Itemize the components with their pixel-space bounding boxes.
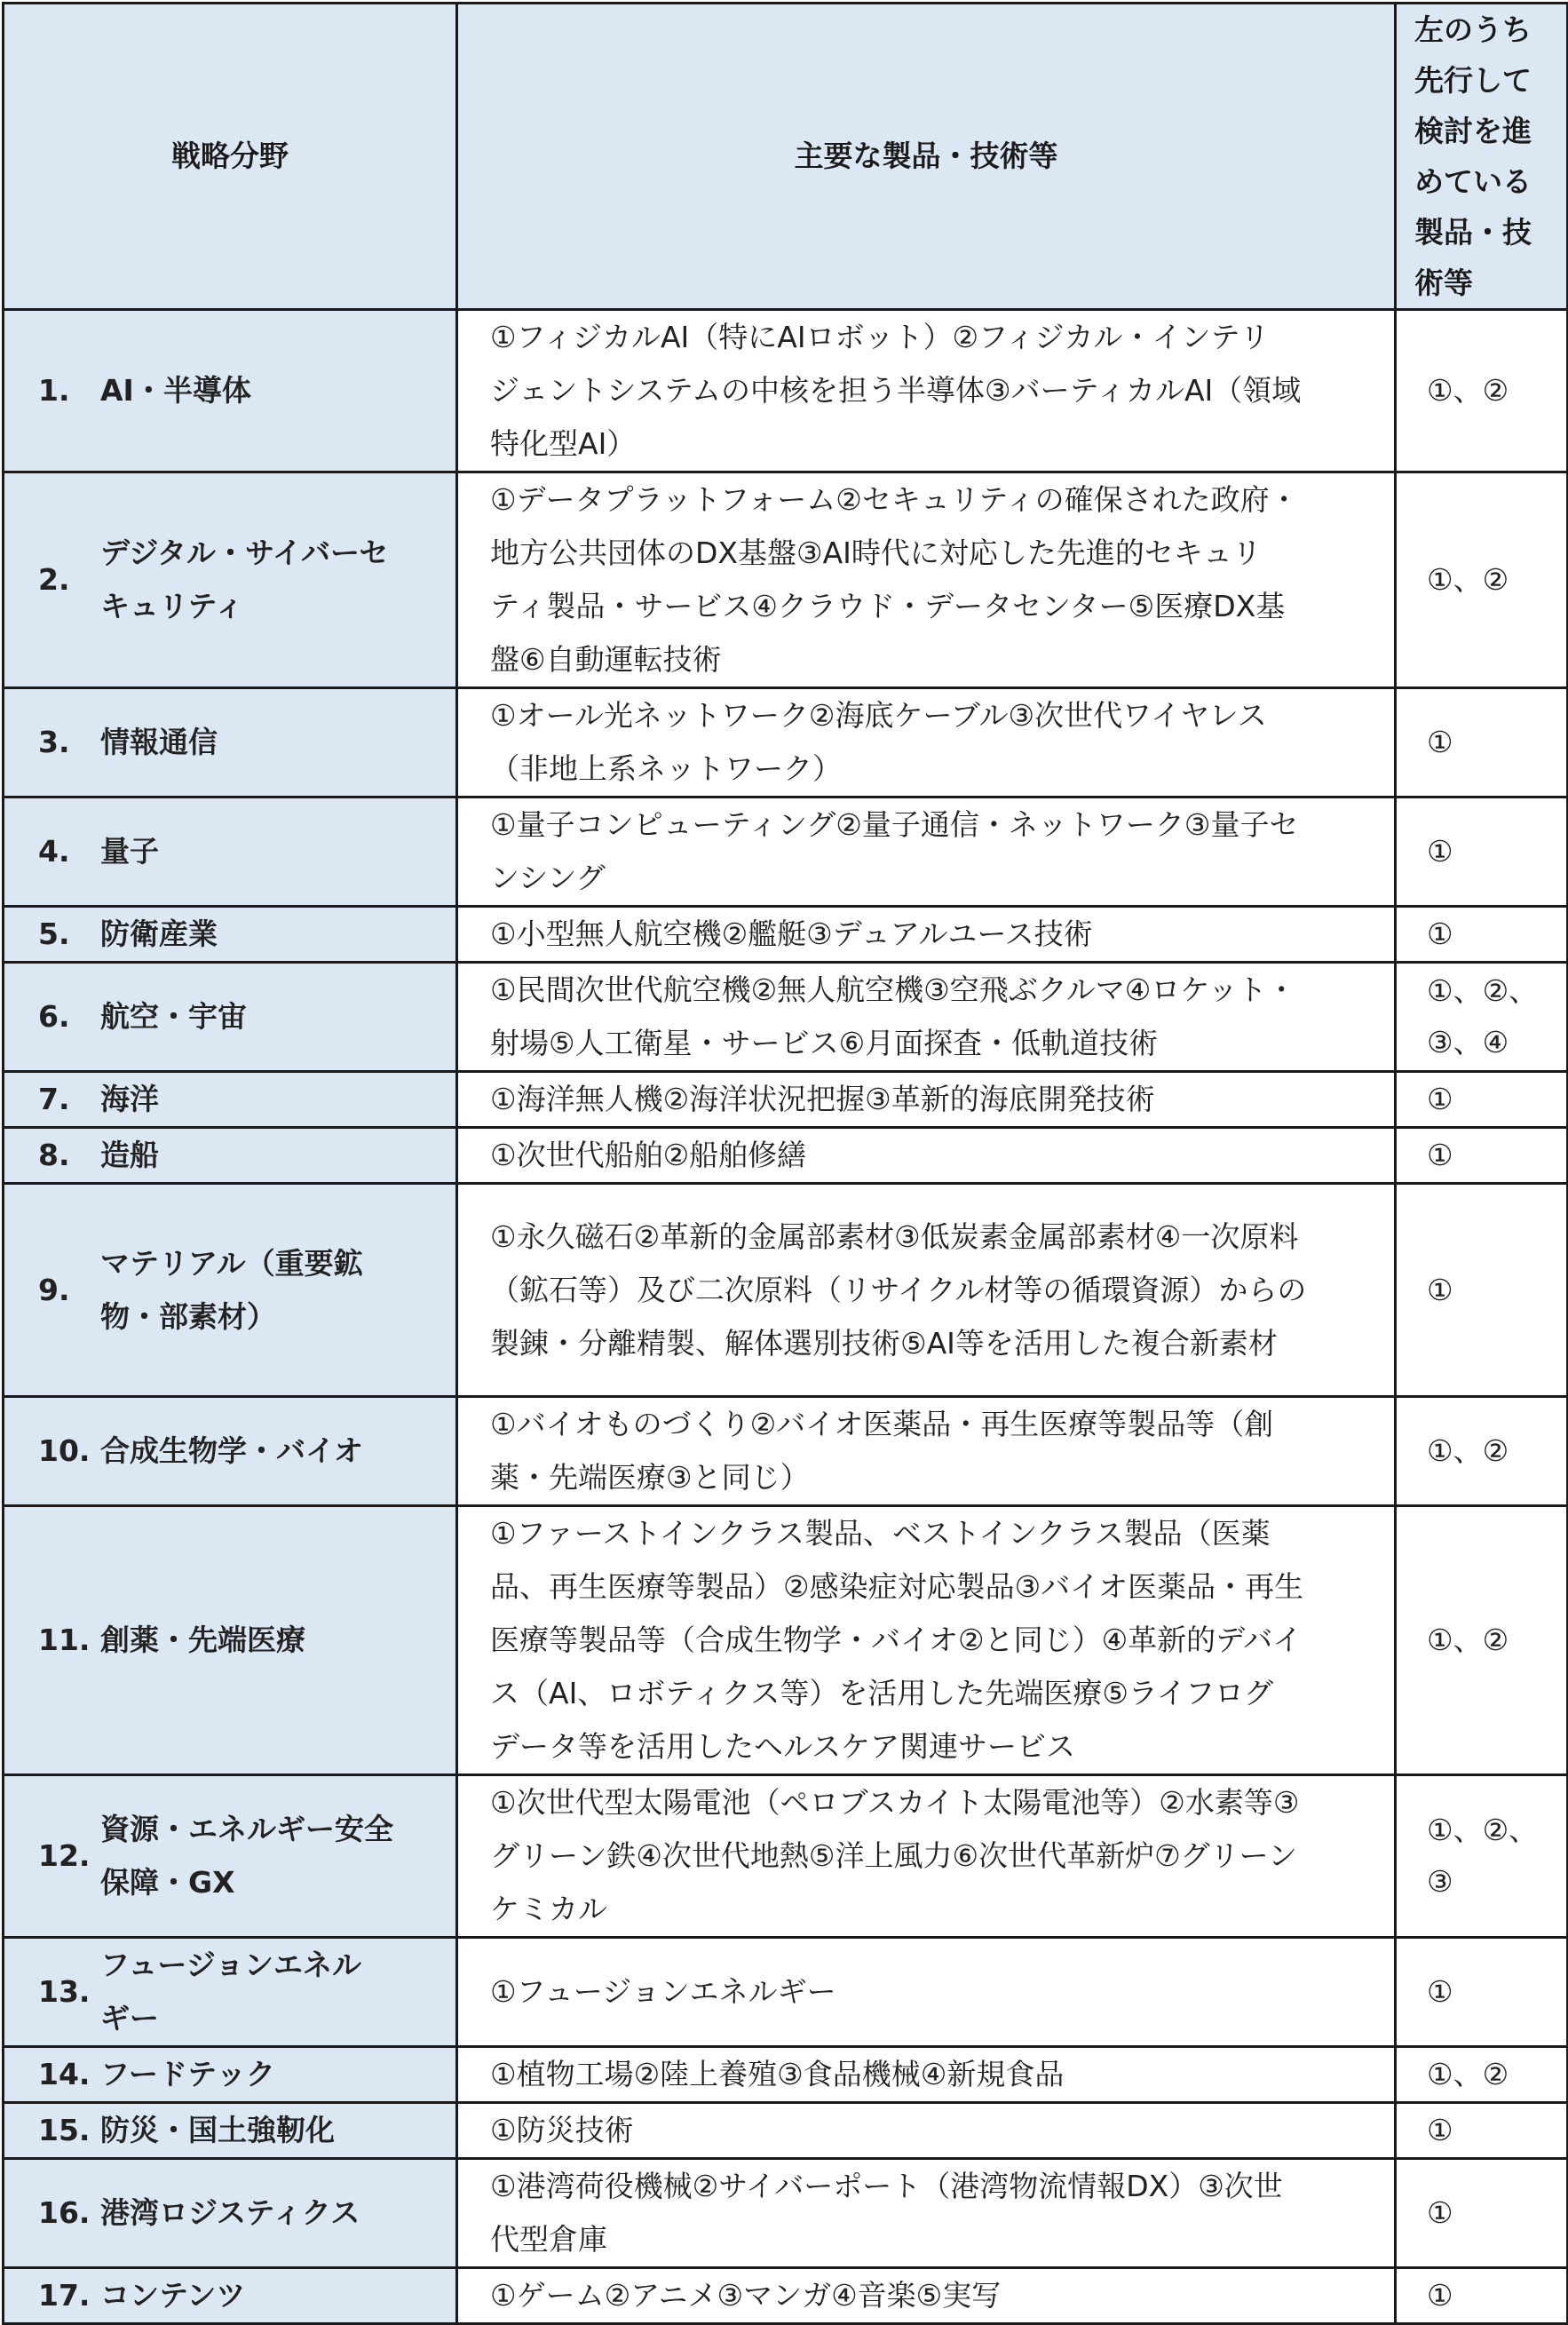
products-line: ①海洋無人機②海洋状況把握③革新的海底開発技術: [490, 1082, 1155, 1116]
field-name: [100, 1803, 445, 1909]
table-row: [4, 1775, 1568, 1938]
table-row: [4, 688, 1568, 797]
table-row: [4, 797, 1568, 907]
field-cell: [4, 1938, 457, 2047]
priority-line: ①: [1427, 1272, 1453, 1307]
priority-line: ①: [1427, 1138, 1453, 1172]
priority-cell: [1396, 2103, 1568, 2159]
header-row: [4, 4, 1568, 310]
products-cell: [457, 2103, 1396, 2159]
field-number: 6.: [38, 999, 70, 1034]
field-cell: [4, 1128, 457, 1184]
priority-line: ①: [1427, 2195, 1453, 2230]
table-row: [4, 1072, 1568, 1128]
field-name-line: フードテック: [100, 2057, 276, 2091]
field-name-line: 保障・GX: [100, 1865, 235, 1900]
table-row: [4, 1128, 1568, 1184]
field-cell: [4, 2159, 457, 2268]
header-priority-line: 検討を進: [1414, 114, 1532, 148]
field-name-line: 防衛産業: [100, 917, 218, 951]
table-row: [4, 2159, 1568, 2268]
products-cell: [457, 963, 1396, 1072]
priority-cell: [1396, 963, 1568, 1072]
table-row: [4, 310, 1568, 472]
header-products: 主要な製品・技術等: [457, 4, 1396, 310]
field-number: 15.: [38, 2113, 91, 2147]
table-row: [4, 2047, 1568, 2103]
products-line: ①小型無人航空機②艦艇③デュアルユース技術: [490, 917, 1093, 951]
header-priority-line: めている: [1414, 164, 1532, 199]
products-line: ①港湾荷役機械②サイバーポート（港湾物流情報DX）③次世: [490, 2169, 1283, 2203]
products-line: 射場⑤人工衛星・サービス⑥月面探査・低軌道技術: [490, 1026, 1159, 1060]
priority-cell: [1396, 1397, 1568, 1506]
priority-line: ①: [1427, 834, 1453, 869]
products-cell: [457, 688, 1396, 797]
products-line: ①バイオものづくり②バイオ医薬品・再生医療等製品等（創: [490, 1407, 1274, 1441]
table-row: [4, 907, 1568, 963]
products-cell: [457, 2268, 1396, 2324]
priority-line: ①、②: [1427, 373, 1509, 408]
header-priority-line: 左のうち: [1414, 12, 1532, 47]
table-row: [4, 1506, 1568, 1775]
field-name: [100, 716, 445, 769]
priority-cell: [1396, 2047, 1568, 2103]
field-name-line: AI・半導体: [100, 373, 251, 408]
field-cell: [4, 310, 457, 472]
field-name-line: 情報通信: [100, 725, 218, 759]
priority-line: ①: [1427, 917, 1453, 951]
products-cell: [457, 907, 1396, 963]
products-cell: [457, 472, 1396, 688]
field-name: [100, 2104, 445, 2157]
field-number: 3.: [38, 725, 70, 759]
field-name-line: 航空・宇宙: [100, 999, 247, 1034]
priority-line: ③: [1427, 1864, 1453, 1899]
field-number: 1.: [38, 373, 70, 408]
products-cell: [457, 1397, 1396, 1506]
field-name-line: 防災・国土強靭化: [100, 2113, 335, 2147]
header-priority-line: 先行して: [1414, 63, 1532, 98]
field-name: [100, 364, 445, 417]
header-priority-line: 術等: [1414, 266, 1473, 300]
priority-line: ①: [1427, 1974, 1453, 2009]
products-line: グリーン鉄④次世代地熱⑤洋上風力⑥次世代革新炉⑦グリーン: [490, 1838, 1298, 1873]
field-number: 9.: [38, 1272, 70, 1307]
field-number: 13.: [38, 1974, 91, 2009]
field-number: 17.: [38, 2278, 91, 2313]
products-line: ジェントシステムの中核を担う半導体③バーティカルAI（領域: [490, 373, 1302, 408]
priority-cell: [1396, 1072, 1568, 1128]
products-line: ①フィジカルAI（特にAIロボット）②フィジカル・インテリ: [490, 320, 1270, 354]
priority-cell: [1396, 797, 1568, 907]
products-line: 品、再生医療等製品）②感染症対応製品③バイオ医薬品・再生: [490, 1569, 1304, 1604]
priority-cell: [1396, 907, 1568, 963]
priority-cell: [1396, 2268, 1568, 2324]
field-name-line: 資源・エネルギー安全: [100, 1812, 393, 1846]
field-name: [100, 527, 445, 633]
field-name-line: コンテンツ: [100, 2278, 246, 2313]
field-number: 5.: [38, 917, 70, 951]
priority-line: ①、②、: [1427, 973, 1539, 1008]
priority-line: ①: [1427, 725, 1453, 759]
field-name-line: 創薬・先端医療: [100, 1623, 305, 1657]
field-number: 7.: [38, 1082, 70, 1116]
products-line: 盤⑥自動運転技術: [490, 642, 722, 677]
field-number: 4.: [38, 834, 70, 869]
field-name-line: 港湾ロジスティクス: [100, 2195, 360, 2230]
field-name: [100, 2269, 445, 2322]
products-line: ンシング: [490, 861, 606, 895]
table-row: [4, 1397, 1568, 1506]
field-name-line: 物・部素材）: [100, 1298, 276, 1334]
products-cell: [457, 1072, 1396, 1128]
field-name-line: 合成生物学・バイオ: [100, 1433, 364, 1468]
field-number: 11.: [38, 1623, 91, 1657]
field-name: [100, 1939, 445, 2045]
field-cell: [4, 472, 457, 688]
products-cell: [457, 1775, 1396, 1938]
priority-line: ①: [1427, 2113, 1453, 2147]
products-cell: [457, 1128, 1396, 1184]
products-line: ①次世代型太陽電池（ペロブスカイト太陽電池等）②水素等③: [490, 1785, 1300, 1820]
field-name-line: 海洋: [100, 1082, 159, 1116]
table-row: [4, 963, 1568, 1072]
field-cell: [4, 2268, 457, 2324]
priority-line: ③、④: [1427, 1025, 1509, 1059]
products-line: ①量子コンピューティング②量子通信・ネットワーク③量子セ: [490, 807, 1299, 842]
table-row: [4, 1184, 1568, 1397]
products-cell: [457, 1506, 1396, 1775]
field-cell: [4, 1397, 457, 1506]
table-row: [4, 472, 1568, 688]
products-line: ティ製品・サービス④クラウド・データセンター⑤医療DX基: [490, 589, 1286, 623]
field-name-line: ギー: [100, 2001, 159, 2035]
products-line: 医療等製品等（合成生物学・バイオ②と同じ）④革新的デバイ: [490, 1623, 1303, 1657]
products-line: （鉱石等）及び二次原料（リサイクル材等の循環資源）からの: [490, 1272, 1307, 1307]
products-line: ①次世代船舶②船舶修繕: [490, 1138, 807, 1172]
products-line: ①データプラットフォーム②セキュリティの確保された政府・: [490, 482, 1299, 517]
products-line: ①オール光ネットワーク②海底ケーブル③次世代ワイヤレス: [490, 698, 1267, 733]
header-priority-line: 製品・技: [1414, 215, 1532, 250]
priority-cell: [1396, 1506, 1568, 1775]
field-cell: [4, 907, 457, 963]
field-name-line: キュリティ: [100, 589, 244, 623]
products-cell: [457, 797, 1396, 907]
priority-line: ①、②、: [1427, 1813, 1539, 1847]
priority-cell: [1396, 1775, 1568, 1938]
products-cell: [457, 1184, 1396, 1397]
products-line: 地方公共団体のDX基盤③AI時代に対応した先進的セキュリ: [490, 536, 1262, 570]
products-line: 代型倉庫: [490, 2222, 607, 2257]
products-line: ①民間次世代航空機②無人航空機③空飛ぶクルマ④ロケット・: [490, 972, 1296, 1007]
field-number: 2.: [38, 562, 70, 597]
priority-cell: [1396, 1184, 1568, 1397]
field-name: [100, 1073, 445, 1126]
products-line: 特化型AI）: [490, 426, 637, 461]
products-line: ①永久磁石②革新的金属部素材③低炭素金属部素材④一次原料: [490, 1218, 1299, 1254]
field-cell: [4, 1506, 457, 1775]
field-number: 14.: [38, 2057, 91, 2091]
field-name: [100, 1129, 445, 1182]
priority-line: ①: [1427, 1082, 1453, 1116]
table-row: [4, 1938, 1568, 2047]
products-line: （非地上系ネットワーク）: [490, 751, 842, 786]
field-number: 16.: [38, 2195, 91, 2230]
products-line: ①ファーストインクラス製品、ベストインクラス製品（医薬: [490, 1516, 1271, 1551]
products-cell: [457, 310, 1396, 472]
products-cell: [457, 2047, 1396, 2103]
priority-line: ①、②: [1427, 2057, 1509, 2091]
field-name-line: 量子: [100, 834, 159, 869]
field-cell: [4, 2047, 457, 2103]
priority-cell: [1396, 688, 1568, 797]
field-name-line: 造船: [100, 1138, 159, 1172]
field-cell: [4, 688, 457, 797]
products-line: ①ゲーム②アニメ③マンガ④音楽⑤実写: [490, 2278, 1002, 2313]
field-name: [100, 2186, 445, 2240]
field-name: [100, 1424, 445, 1478]
field-name-line: フュージョンエネル: [100, 1948, 362, 1982]
field-number: 8.: [38, 1138, 70, 1172]
field-name-line: デジタル・サイバーセ: [100, 536, 389, 570]
products-line: データ等を活用したヘルスケア関連サービス: [490, 1729, 1076, 1764]
products-line: 製錬・分離精製、解体選別技術⑤AI等を活用した複合新素材: [490, 1325, 1278, 1361]
priority-line: ①、②: [1427, 1623, 1509, 1657]
field-name-line: マテリアル（重要鉱: [100, 1245, 363, 1281]
table-row: [4, 2103, 1568, 2159]
products-cell: [457, 1938, 1396, 2047]
field-cell: [4, 1072, 457, 1128]
field-cell: [4, 2103, 457, 2159]
strategy-table: [2, 2, 1568, 2325]
priority-line: ①、②: [1427, 562, 1509, 597]
field-number: 12.: [38, 1838, 91, 1873]
products-line: ケミカル: [490, 1892, 607, 1926]
field-name: [100, 990, 445, 1043]
priority-line: ①、②: [1427, 1433, 1509, 1468]
field-cell: [4, 963, 457, 1072]
header-priority: [1396, 4, 1568, 310]
priority-line: ①: [1427, 2278, 1453, 2313]
priority-cell: [1396, 472, 1568, 688]
products-line: ①防災技術: [490, 2113, 634, 2147]
products-cell: [457, 2159, 1396, 2268]
products-line: 薬・先端医療③と同じ）: [490, 1460, 810, 1495]
priority-cell: [1396, 1938, 1568, 2047]
table-row: [4, 2268, 1568, 2324]
products-line: ①フュージョンエネルギー: [490, 1974, 836, 2009]
field-cell: [4, 1184, 457, 1397]
products-line: ス（AI、ロボティクス等）を活用した先端医療⑤ライフログ: [490, 1676, 1273, 1710]
priority-cell: [1396, 310, 1568, 472]
field-cell: [4, 1775, 457, 1938]
priority-cell: [1396, 2159, 1568, 2268]
field-number: 10.: [38, 1433, 91, 1468]
field-name: [100, 825, 445, 878]
field-name: [100, 908, 445, 961]
products-line: ①植物工場②陸上養殖③食品機械④新規食品: [490, 2057, 1065, 2091]
field-cell: [4, 797, 457, 907]
header-field: 戦略分野: [4, 4, 457, 310]
priority-cell: [1396, 1128, 1568, 1184]
field-name: [100, 1237, 445, 1344]
field-name: [100, 1614, 445, 1667]
field-name: [100, 2048, 445, 2101]
